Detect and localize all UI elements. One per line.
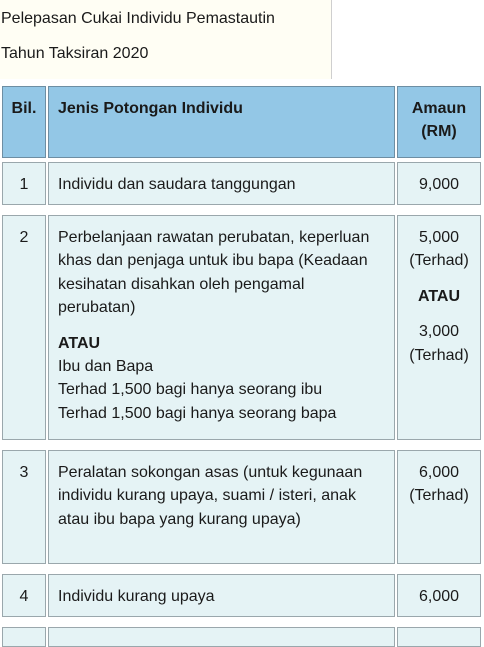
table-row bbox=[2, 215, 481, 440]
row-amount-note: (Terhad) bbox=[409, 487, 469, 505]
or-label: ATAU bbox=[58, 334, 101, 352]
row-amount-alt: 3,000 bbox=[418, 323, 460, 341]
table-row bbox=[2, 450, 481, 564]
header-cell-bil bbox=[2, 86, 46, 158]
spacer bbox=[398, 273, 480, 285]
header-amaun-label bbox=[398, 97, 480, 144]
row-amount-cell bbox=[397, 627, 481, 647]
amount-or-label: ATAU bbox=[417, 287, 461, 305]
row-number: 1 bbox=[19, 176, 29, 193]
row-number: 3 bbox=[19, 464, 29, 481]
relief-table bbox=[0, 79, 484, 630]
row-amount-cell bbox=[397, 215, 481, 440]
table-row-partial bbox=[2, 627, 481, 647]
document-title: Pelepasan Cukai Individu Pemastautin bbox=[1, 10, 275, 27]
row-description-cell bbox=[48, 215, 395, 440]
header-amaun-line-2: (RM) bbox=[421, 123, 457, 141]
spacer bbox=[398, 308, 480, 320]
row-number-cell bbox=[2, 215, 46, 440]
row-description: Individu dan saudara tanggungan bbox=[58, 176, 296, 193]
row-amount-block bbox=[398, 226, 480, 367]
row-amount: 9,000 bbox=[418, 176, 460, 193]
header-jenis-label: Jenis Potongan Individu bbox=[58, 100, 243, 117]
row-description-cell bbox=[48, 627, 395, 647]
row-number-cell bbox=[2, 450, 46, 564]
header-amaun-line-1: Amaun bbox=[411, 100, 467, 117]
row-amount: 6,000 bbox=[418, 464, 460, 481]
row-amount-primary: 5,000 bbox=[418, 229, 460, 246]
row-number-cell bbox=[2, 162, 46, 205]
row-number: 2 bbox=[19, 229, 29, 246]
row-description-block bbox=[58, 226, 386, 425]
table-row bbox=[2, 574, 481, 617]
row-description-cell bbox=[48, 162, 395, 205]
row-amount-alt-note: (Terhad) bbox=[409, 346, 469, 364]
row-amount-primary-note: (Terhad) bbox=[409, 252, 469, 270]
spacer bbox=[58, 320, 386, 332]
header-cell-jenis bbox=[48, 86, 395, 158]
header-bil-label: Bil. bbox=[11, 100, 37, 117]
row-description-alt-line-2: Terhad 1,500 bagi hanya seorang ibu bbox=[58, 381, 323, 399]
row-description-cell bbox=[48, 450, 395, 564]
row-number-cell bbox=[2, 627, 46, 647]
assessment-year: Tahun Taksiran 2020 bbox=[1, 45, 149, 62]
table-header-row bbox=[2, 86, 481, 158]
title-panel bbox=[0, 0, 332, 84]
row-description: Peralatan sokongan asas (untuk kegunaan individu kurang upaya, suami / isteri, anak atau ibu bapa yang kurang upaya) bbox=[58, 464, 363, 528]
row-amount-cell bbox=[397, 162, 481, 205]
row-description-alt-line-1: Ibu dan Bapa bbox=[58, 358, 154, 376]
row-description-cell bbox=[48, 574, 395, 617]
table-row bbox=[2, 162, 481, 205]
row-description: Individu kurang upaya bbox=[58, 588, 215, 605]
row-description-alt-line-3: Terhad 1,500 bagi hanya seorang bapa bbox=[58, 404, 337, 422]
row-description-primary: Perbelanjaan rawatan perubatan, keperluan khas dan penjaga untuk ibu bapa (Keadaan kesihatan disahkan oleh pengamal perubatan) bbox=[58, 229, 370, 317]
row-number-cell bbox=[2, 574, 46, 617]
header-cell-amaun bbox=[397, 86, 481, 158]
row-amount-block bbox=[398, 461, 480, 508]
row-amount-cell bbox=[397, 574, 481, 617]
row-amount-cell bbox=[397, 450, 481, 564]
row-amount: 6,000 bbox=[418, 588, 460, 605]
row-number: 4 bbox=[19, 588, 29, 605]
